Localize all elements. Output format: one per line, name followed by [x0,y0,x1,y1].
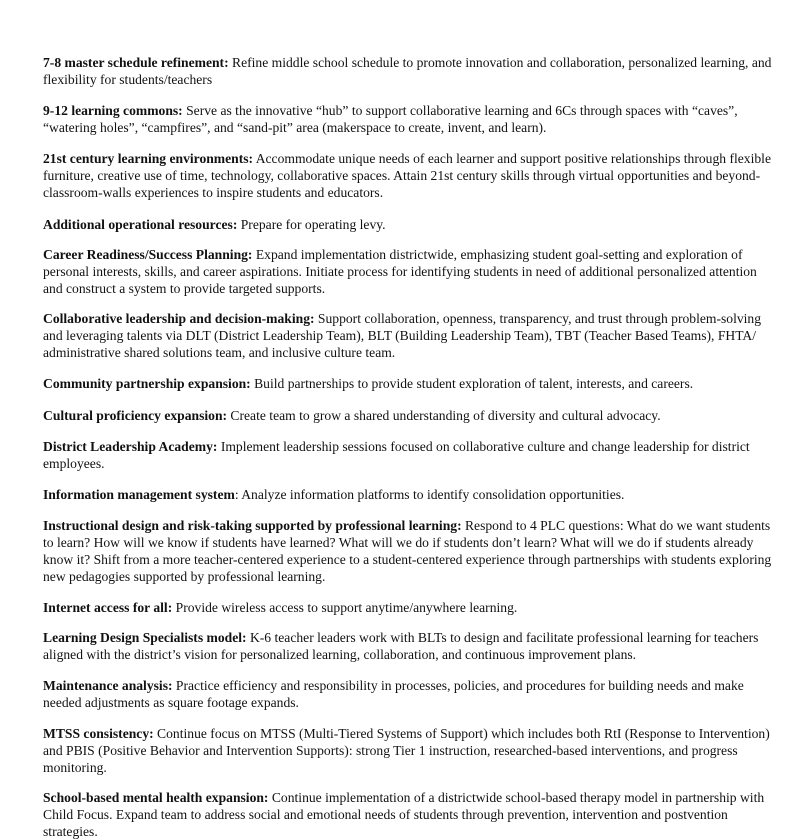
entry-term: Instructional design and risk-taking supported by professional learning: [43,517,462,533]
entry-term: 7-8 master schedule refinement: [43,54,229,70]
entry-term: Community partnership expansion: [43,375,251,391]
entry-maintenance-analysis [43,677,778,711]
entry-career-readiness [43,246,778,298]
entry-community-partnership [43,375,778,392]
entry-text: K-6 teacher leaders work with BLTs to design and facilitate professional learning for teachers aligned with the district’s vision for personalized learning, collaboration, and continuous improvement plans. [43,629,759,662]
entry-text: Continue focus on MTSS (Multi-Tiered Systems of Support) which includes both RtI (Response to Intervention) and PBIS (Positive Behavior and Intervention Supports): strong Tier 1 instruction, researched-based interventions, and progress monitoring. [43,725,770,775]
entry-term: 9-12 learning commons: [43,102,183,118]
entry-term: Learning Design Specialists model: [43,629,247,645]
entry-text: Accommodate unique needs of each learner and support positive relationships through flexible furniture, creative use of time, technology, collaborative spaces. Attain 21st century skills through virtual opportunities and beyond-classroom-walls experiences to inspire students and educators. [43,150,771,200]
entry-text: Implement leadership sessions focused on collaborative culture and change leadership for district employees. [43,438,750,471]
entry-text: : Analyze information platforms to identify consolidation opportunities. [234,486,625,502]
entry-21st-century-learning [43,150,778,202]
entry-information-management [43,486,778,503]
entry-text: Expand implementation districtwide, emphasizing student goal-setting and exploration of personal interests, skills, and career aspirations. Initiate process for identifying students in need of additional personalized attention and construct a system to provide targeted supports. [43,246,757,296]
entry-term: School-based mental health expansion: [43,789,269,805]
entry-term: District Leadership Academy: [43,438,218,454]
entry-school-based-mental-health [43,789,778,840]
entry-internet-access [43,599,778,616]
entry-text: Serve as the innovative “hub” to support collaborative learning and 6Cs through spaces with “caves”, “watering holes”, “campfires”, and “sand-pit” area (makerspace to create, invent, and learn). [43,102,738,135]
entry-term: Maintenance analysis: [43,677,173,693]
entry-additional-operational-resources [43,216,778,233]
entry-term: Information management system [43,486,235,502]
entry-text: Support collaboration, openness, transparency, and trust through problem-solving and leveraging talents via DLT (District Leadership Team), BLT (Building Leadership Team), TBT (Teacher Based Teams), FHTA/ administrative shared solutions team, and inclusive culture team. [43,310,762,360]
entry-text: Provide wireless access to support anytime/anywhere learning. [172,599,518,615]
entry-term: Internet access for all: [43,599,173,615]
entry-learning-design-specialists [43,629,778,663]
entry-text: Practice efficiency and responsibility in processes, policies, and procedures for building needs and make needed adjustments as square footage expands. [43,677,744,710]
entry-text: Refine middle school schedule to promote innovation and collaboration, personalized learning, and flexibility for students/teachers [43,54,772,87]
entry-7-8-master-schedule [43,54,778,88]
entry-term: Additional operational resources: [43,216,238,232]
entry-text: Continue implementation of a districtwide school-based therapy model in partnership with Child Focus. Expand team to address social and emotional needs of students through prevention, intervention and postvention strategies. [43,789,765,839]
entry-text: Build partnerships to provide student exploration of talent, interests, and careers. [250,375,694,391]
entry-district-leadership-academy [43,438,778,472]
entry-text: Respond to 4 PLC questions: What do we want students to learn? How will we know if students have learned? What will we do if students don’t learn? What will we do if students already know it? Shift from a more teacher-centered experience to a student-centered experience through partnerships with students exploring new pedagogies supported by professional learning. [43,517,772,585]
entry-mtss-consistency [43,725,778,777]
entry-cultural-proficiency [43,407,778,424]
entry-text: Create team to grow a shared understanding of diversity and cultural advocacy. [227,407,661,423]
entry-term: 21st century learning environments: [43,150,254,166]
entry-9-12-learning-commons [43,102,778,136]
entry-instructional-design [43,517,778,586]
entry-term: Collaborative leadership and decision-making: [43,310,315,326]
entry-term: MTSS consistency: [43,725,154,741]
entry-collaborative-leadership [43,310,778,362]
entry-term: Career Readiness/Success Planning: [43,246,253,262]
entry-text: Prepare for operating levy. [237,216,386,232]
entry-term: Cultural proficiency expansion: [43,407,228,423]
